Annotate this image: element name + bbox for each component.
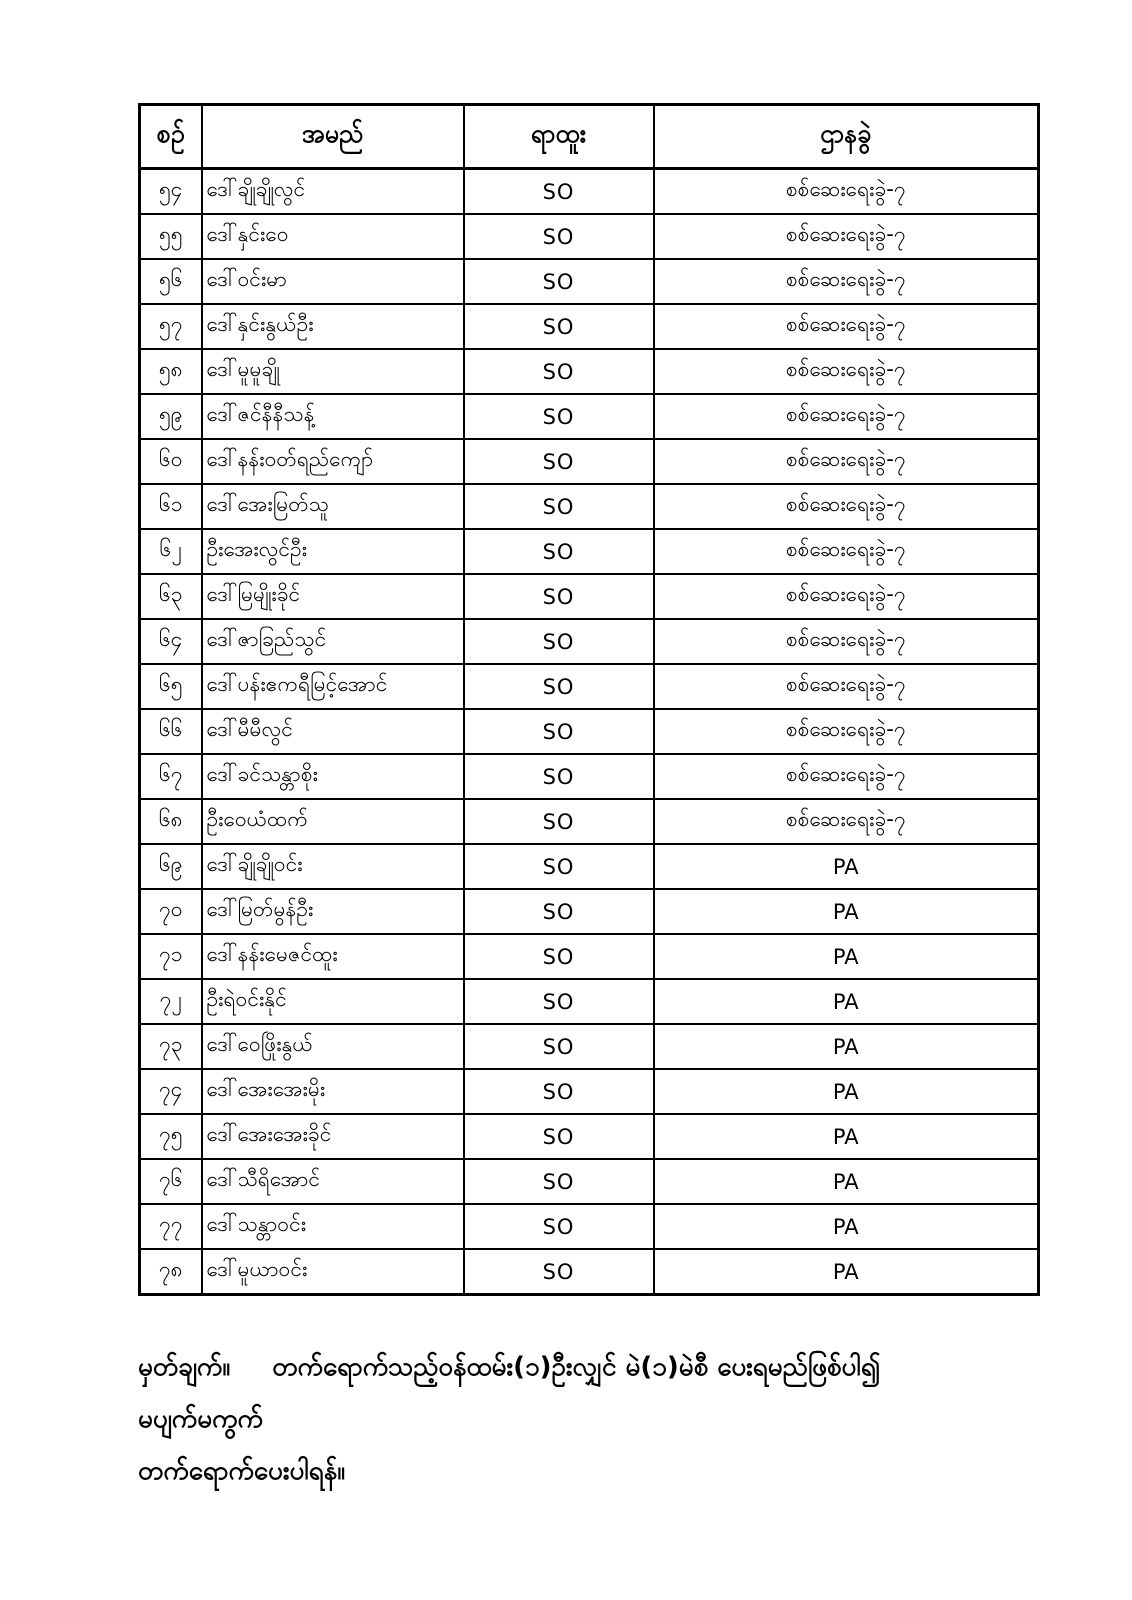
table-row bbox=[140, 169, 1039, 215]
table-row bbox=[140, 574, 1039, 619]
cell-position: SO bbox=[464, 1159, 654, 1204]
table-row bbox=[140, 1249, 1039, 1295]
cell-department: စစ်ဆေးရေးခွဲ-၇ bbox=[654, 529, 1039, 574]
cell-department: စစ်ဆေးရေးခွဲ-၇ bbox=[654, 349, 1039, 394]
cell-name: ဒေါ်နှင်းနွယ်ဦး bbox=[202, 304, 464, 349]
cell-position: SO bbox=[464, 214, 654, 259]
cell-department: PA bbox=[654, 1114, 1039, 1159]
table-row bbox=[140, 979, 1039, 1024]
cell-department: PA bbox=[654, 889, 1039, 934]
cell-name: ဒေါ်ခင်သန္တာစိုး bbox=[202, 754, 464, 799]
cell-name: ဒေါ်နန်းမေဇင်ထူး bbox=[202, 934, 464, 979]
cell-name: ဒေါ်အေးမြတ်သူ bbox=[202, 484, 464, 529]
cell-department: စစ်ဆေးရေးခွဲ-၇ bbox=[654, 754, 1039, 799]
cell-name: ဒေါ်ဇာခြည်သွင် bbox=[202, 619, 464, 664]
cell-position: SO bbox=[464, 304, 654, 349]
cell-position: SO bbox=[464, 1114, 654, 1159]
cell-serial-number: ၅၄ bbox=[140, 169, 202, 215]
cell-department: စစ်ဆေးရေးခွဲ-၇ bbox=[654, 664, 1039, 709]
table-row bbox=[140, 754, 1039, 799]
header-cell-department: ဌာနခွဲ bbox=[654, 105, 1039, 169]
cell-department: စစ်ဆေးရေးခွဲ-၇ bbox=[654, 484, 1039, 529]
cell-position: SO bbox=[464, 349, 654, 394]
cell-position: SO bbox=[464, 169, 654, 215]
table-row bbox=[140, 934, 1039, 979]
cell-department: စစ်ဆေးရေးခွဲ-၇ bbox=[654, 259, 1039, 304]
footnote bbox=[138, 1341, 1008, 1497]
table-row bbox=[140, 709, 1039, 754]
cell-name: ဒေါ်မီမီလွင် bbox=[202, 709, 464, 754]
cell-department: စစ်ဆေးရေးခွဲ-၇ bbox=[654, 214, 1039, 259]
cell-serial-number: ၆၀ bbox=[140, 439, 202, 484]
cell-serial-number: ၇၂ bbox=[140, 979, 202, 1024]
cell-name: ဒေါ်ဇင်နီနီသန့် bbox=[202, 394, 464, 439]
cell-name: ဒေါ်ချိုချိုဝင်း bbox=[202, 844, 464, 889]
cell-serial-number: ၇၆ bbox=[140, 1159, 202, 1204]
cell-serial-number: ၆၁ bbox=[140, 484, 202, 529]
cell-name: ဒေါ်ဝင်းမာ bbox=[202, 259, 464, 304]
cell-serial-number: ၆၆ bbox=[140, 709, 202, 754]
cell-position: SO bbox=[464, 529, 654, 574]
cell-name: ဒေါ်မူယာဝင်း bbox=[202, 1249, 464, 1295]
cell-name: ဒေါ်အေးအေးမိုး bbox=[202, 1069, 464, 1114]
cell-serial-number: ၅၆ bbox=[140, 259, 202, 304]
table-row bbox=[140, 529, 1039, 574]
cell-serial-number: ၆၇ bbox=[140, 754, 202, 799]
header-cell-name: အမည် bbox=[202, 105, 464, 169]
cell-serial-number: ၆၅ bbox=[140, 664, 202, 709]
cell-department: စစ်ဆေးရေးခွဲ-၇ bbox=[654, 394, 1039, 439]
cell-name: ဒေါ်သန္တာဝင်း bbox=[202, 1204, 464, 1249]
header-cell-no: စဉ် bbox=[140, 105, 202, 169]
cell-department: PA bbox=[654, 979, 1039, 1024]
table-row bbox=[140, 1204, 1039, 1249]
cell-position: SO bbox=[464, 394, 654, 439]
cell-position: SO bbox=[464, 799, 654, 844]
cell-position: SO bbox=[464, 1069, 654, 1114]
cell-department: စစ်ဆေးရေးခွဲ-၇ bbox=[654, 169, 1039, 215]
cell-position: SO bbox=[464, 889, 654, 934]
cell-serial-number: ၅၅ bbox=[140, 214, 202, 259]
cell-serial-number: ၇၄ bbox=[140, 1069, 202, 1114]
cell-position: SO bbox=[464, 709, 654, 754]
table-row bbox=[140, 304, 1039, 349]
cell-position: SO bbox=[464, 1249, 654, 1295]
table-row bbox=[140, 799, 1039, 844]
cell-name: ဦးရဲဝင်းနိုင် bbox=[202, 979, 464, 1024]
footnote-line2: တက်ရောက်ပေးပါရန်။ bbox=[138, 1456, 346, 1486]
table-row bbox=[140, 484, 1039, 529]
staff-roster-table bbox=[138, 103, 1040, 1296]
cell-department: PA bbox=[654, 1069, 1039, 1114]
cell-department: စစ်ဆေးရေးခွဲ-၇ bbox=[654, 304, 1039, 349]
cell-name: ဒေါ်ပန်းဧကရီမြင့်အောင် bbox=[202, 664, 464, 709]
cell-position: SO bbox=[464, 979, 654, 1024]
cell-department: PA bbox=[654, 1204, 1039, 1249]
cell-name: ဦးအေးလွင်ဦး bbox=[202, 529, 464, 574]
cell-department: စစ်ဆေးရေးခွဲ-၇ bbox=[654, 799, 1039, 844]
cell-position: SO bbox=[464, 574, 654, 619]
table-row bbox=[140, 1069, 1039, 1114]
cell-name: ဦးဝေယံထက် bbox=[202, 799, 464, 844]
cell-department: PA bbox=[654, 1024, 1039, 1069]
footnote-line1: တက်ရောက်သည့်ဝန်ထမ်း(၁)ဦးလျှင် မဲ(၁)မဲစီ ပေးရမည်ဖြစ်ပါ၍ မပျက်မကွက် bbox=[138, 1352, 881, 1434]
table-row bbox=[140, 394, 1039, 439]
cell-name: ဒေါ်နန်းဝတ်ရည်ကျော် bbox=[202, 439, 464, 484]
footnote-label: မှတ်ချက်။ bbox=[138, 1352, 231, 1382]
cell-position: SO bbox=[464, 934, 654, 979]
cell-serial-number: ၇၇ bbox=[140, 1204, 202, 1249]
table-row bbox=[140, 889, 1039, 934]
cell-department: စစ်ဆေးရေးခွဲ-၇ bbox=[654, 574, 1039, 619]
table-body bbox=[140, 169, 1039, 1295]
cell-department: PA bbox=[654, 934, 1039, 979]
cell-name: ဒေါ်မြမျိုးခိုင် bbox=[202, 574, 464, 619]
cell-serial-number: ၇၈ bbox=[140, 1249, 202, 1295]
table-row bbox=[140, 844, 1039, 889]
cell-serial-number: ၆၃ bbox=[140, 574, 202, 619]
cell-serial-number: ၅၉ bbox=[140, 394, 202, 439]
cell-serial-number: ၇၃ bbox=[140, 1024, 202, 1069]
cell-name: ဒေါ်နှင်းဝေ bbox=[202, 214, 464, 259]
cell-department: PA bbox=[654, 1249, 1039, 1295]
cell-department: PA bbox=[654, 1159, 1039, 1204]
cell-name: ဒေါ်မူမူချို bbox=[202, 349, 464, 394]
cell-position: SO bbox=[464, 1204, 654, 1249]
cell-serial-number: ၅၈ bbox=[140, 349, 202, 394]
cell-name: ဒေါ်ဝေဖြိုးနွယ် bbox=[202, 1024, 464, 1069]
cell-position: SO bbox=[464, 259, 654, 304]
cell-position: SO bbox=[464, 664, 654, 709]
cell-serial-number: ၆၈ bbox=[140, 799, 202, 844]
table-row bbox=[140, 439, 1039, 484]
cell-name: ဒေါ်မြတ်မွန်ဦး bbox=[202, 889, 464, 934]
cell-serial-number: ၇၀ bbox=[140, 889, 202, 934]
cell-serial-number: ၆၉ bbox=[140, 844, 202, 889]
table-row bbox=[140, 619, 1039, 664]
cell-serial-number: ၆၄ bbox=[140, 619, 202, 664]
cell-position: SO bbox=[464, 439, 654, 484]
cell-serial-number: ၇၁ bbox=[140, 934, 202, 979]
cell-department: စစ်ဆေးရေးခွဲ-၇ bbox=[654, 619, 1039, 664]
cell-position: SO bbox=[464, 844, 654, 889]
table-row bbox=[140, 259, 1039, 304]
table-row bbox=[140, 664, 1039, 709]
table-row bbox=[140, 349, 1039, 394]
header-cell-position: ရာထူး bbox=[464, 105, 654, 169]
table-row bbox=[140, 1114, 1039, 1159]
cell-serial-number: ၆၂ bbox=[140, 529, 202, 574]
table-header bbox=[140, 105, 1039, 169]
table-row bbox=[140, 1159, 1039, 1204]
cell-serial-number: ၅၇ bbox=[140, 304, 202, 349]
table-row bbox=[140, 1024, 1039, 1069]
cell-department: PA bbox=[654, 844, 1039, 889]
cell-name: ဒေါ်သီရိအောင် bbox=[202, 1159, 464, 1204]
table-row bbox=[140, 214, 1039, 259]
cell-position: SO bbox=[464, 1024, 654, 1069]
cell-name: ဒေါ်ချိုချိုလွင် bbox=[202, 169, 464, 215]
cell-department: စစ်ဆေးရေးခွဲ-၇ bbox=[654, 709, 1039, 754]
cell-serial-number: ၇၅ bbox=[140, 1114, 202, 1159]
header-row bbox=[140, 105, 1039, 169]
cell-position: SO bbox=[464, 754, 654, 799]
cell-name: ဒေါ်အေးအေးခိုင် bbox=[202, 1114, 464, 1159]
cell-department: စစ်ဆေးရေးခွဲ-၇ bbox=[654, 439, 1039, 484]
cell-position: SO bbox=[464, 484, 654, 529]
cell-position: SO bbox=[464, 619, 654, 664]
